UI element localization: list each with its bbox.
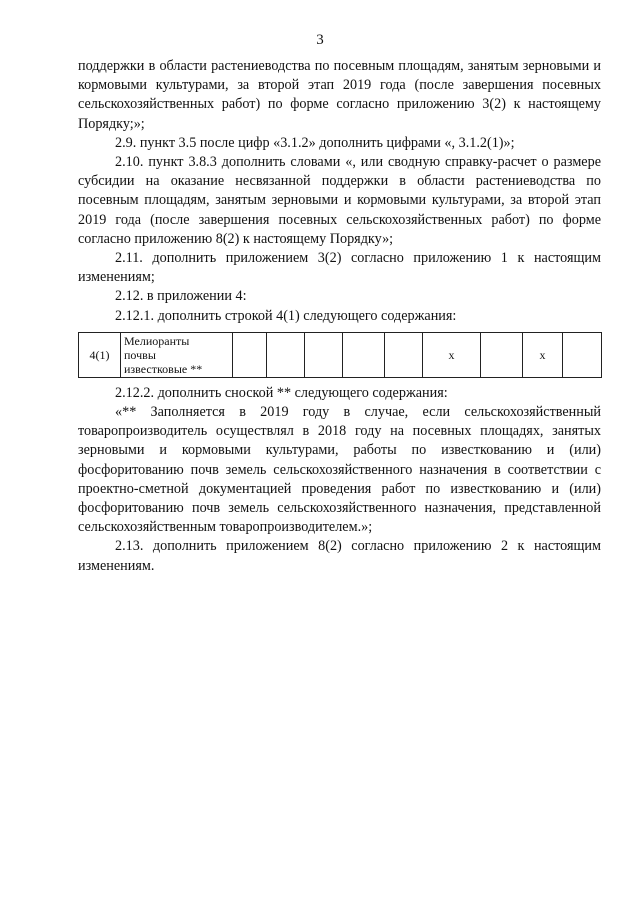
row-name-line: почвы	[124, 347, 156, 362]
table-cell	[481, 332, 523, 377]
paragraph-continuation: поддержки в области растениеводства по посевным площадям, занятым зерновыми и кормовыми культурами, за второй этап 2019 года (после завершения посевных сельскохозяйственных работ) по форме согласно приложению 3(2) к настоящему Порядку;»;	[78, 58, 601, 132]
row-name-line: Мелиоранты	[124, 333, 190, 348]
row-name-line: известковые **	[124, 361, 203, 376]
table-cell	[267, 332, 305, 377]
row-number-cell: 4(1)	[79, 332, 121, 377]
table-cell	[343, 332, 385, 377]
paragraph-2-12-2: 2.12.2. дополнить сноской ** следующего содержания:	[115, 384, 448, 401]
table-cell: x	[423, 332, 481, 377]
amendment-table	[78, 332, 602, 378]
paragraph-2-11: 2.11. дополнить приложением 3(2) согласно приложению 1 к настоящим изменениям;	[78, 250, 601, 286]
row-name-cell	[121, 332, 233, 377]
paragraph-footnote: «** Заполняется в 2019 году в случае, если сельскохозяйственный товаропроизводитель осуществлял в 2018 году на посевных площадях, занятых зерновыми и кормовыми культурами, работы по известкованию и (или) фосфоритованию почв земель сельскохозяйственного назначения в соответствии с проектно-сметной документацией проведения работ по известкованию и (или) фосфоритованию почв земель сельскохозяйственного назначения, представленной сельскохозяйственным товаропроизводителем.»;	[78, 404, 601, 536]
table-cell	[305, 332, 343, 377]
paragraph-2-9: 2.9. пункт 3.5 после цифр «3.1.2» дополнить цифрами «, 3.1.2(1)»;	[115, 134, 515, 151]
paragraph-2-13: 2.13. дополнить приложением 8(2) согласно приложению 2 к настоящим изменениям.	[78, 538, 601, 574]
table-cell	[563, 332, 602, 377]
table-cell	[385, 332, 423, 377]
amendment-table-wrapper	[78, 332, 601, 378]
paragraph-2-12-1: 2.12.1. дополнить строкой 4(1) следующего содержания:	[115, 307, 457, 324]
paragraph-2-12: 2.12. в приложении 4:	[115, 288, 247, 305]
table-cell	[233, 332, 267, 377]
document-body	[78, 57, 601, 576]
page-number: 3	[316, 32, 324, 48]
table-row	[79, 332, 602, 377]
table-cell: x	[523, 332, 563, 377]
paragraph-2-10: 2.10. пункт 3.8.3 дополнить словами «, или сводную справку-расчет о размере субсидии на оказание несвязанной поддержки в области растениеводства по посевным площадям, занятым зерновыми и кормовыми культурами, за второй этап 2019 года (после завершения посевных сельскохозяйственных работ) по форме согласно приложению 8(2) к настоящему Порядку»;	[78, 154, 601, 247]
